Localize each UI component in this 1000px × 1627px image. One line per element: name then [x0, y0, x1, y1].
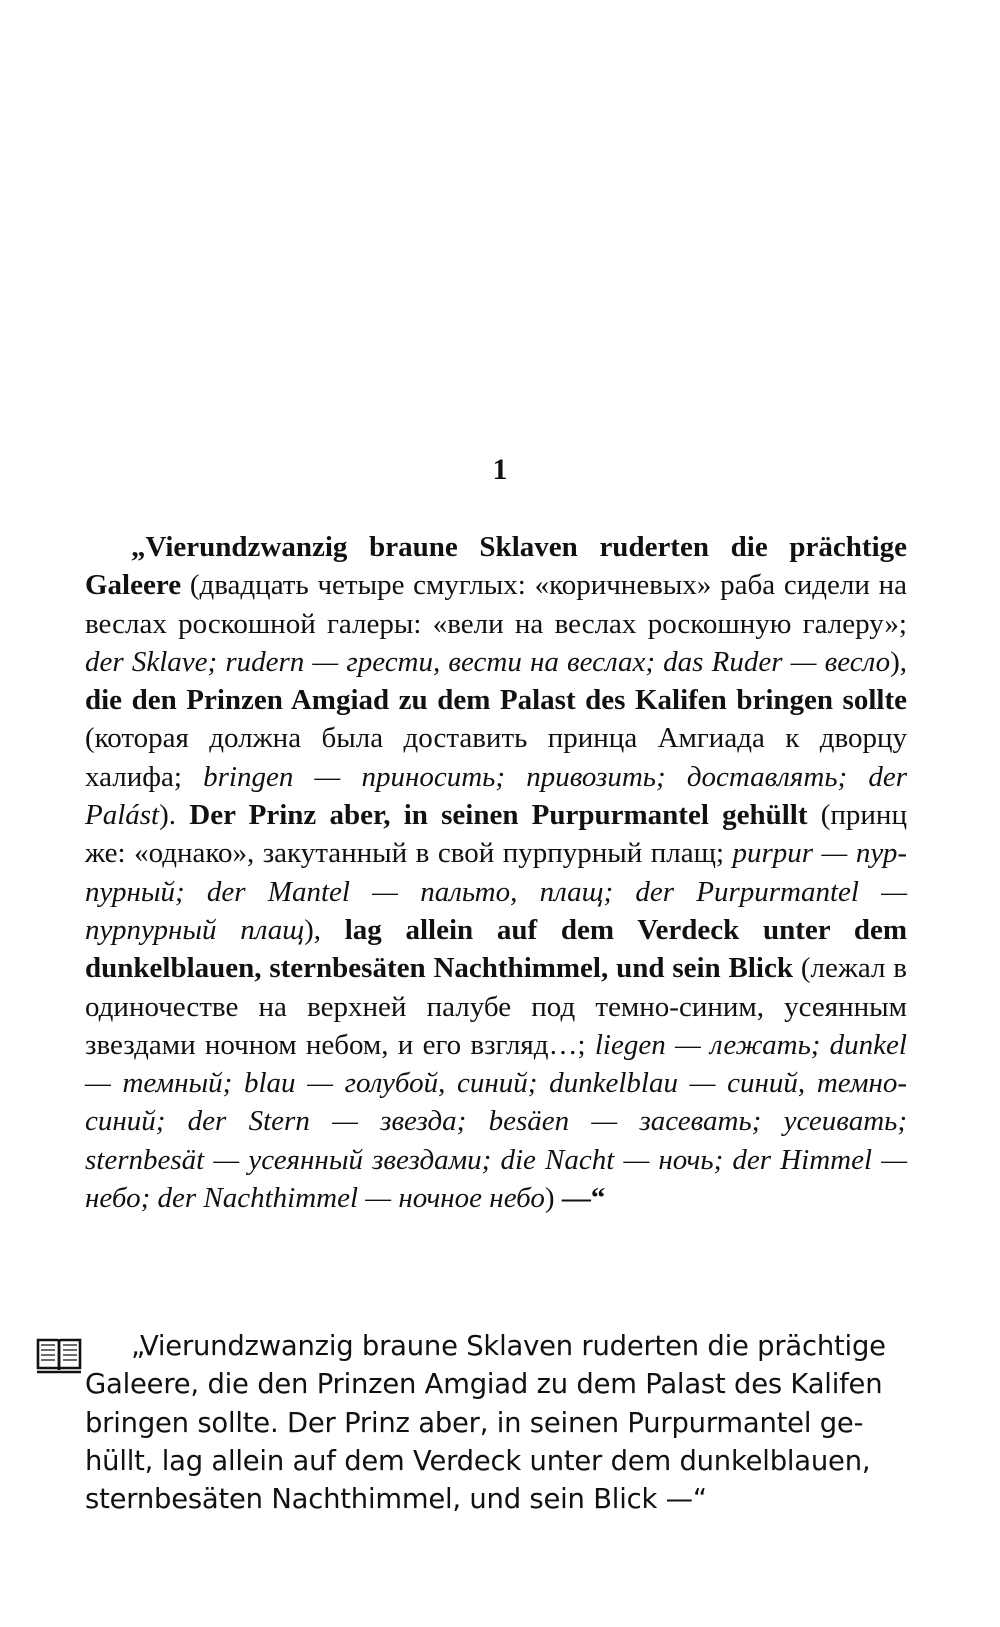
text-segment-vocabulary: bringen — приносить; привозить; доставлять; der Palást — [85, 760, 907, 832]
text-segment-punctuation: ), — [890, 645, 907, 678]
text-segment-punctuation: ). — [159, 799, 190, 832]
chapter-number: 1 — [492, 453, 508, 486]
text-segment-translation: (двадцать четыре смуглых: «коричневых» раба сидели на веслах роскошной галеры: «вели на веслах роскошную галеру»; — [85, 569, 907, 640]
text-segment-vocabulary: liegen — лежать; dunkel — темный; blau — голубой, синий; dunkelblau — синий, темно-синий; der Stern — звезда; besäen — засевать; усеивать; sternbesät — усеянный звездами; die Nacht — ночь; der Himmel — небо; der Nachthimmel — ночное небо — [85, 1028, 907, 1215]
text-segment-bold: die den Prinzen Amgiad zu dem Palast des Kalifen bringen sollte — [85, 684, 907, 717]
text-segment-translation: (принц же: «однако», закутанный в свой пурпурный плащ; — [85, 799, 907, 870]
text-segment-bold: Der Prinz aber, in seinen Purpurmantel gehüllt — [189, 799, 808, 832]
text-segment-bold: lag allein auf dem Verdeck unter dem dunkelblauen, sternbesäten Nachthimmel, und sein Blick — [85, 913, 907, 985]
text-segment-punctuation: ), — [304, 913, 345, 946]
plain-paragraph: „Vierundzwanzig braune Sklaven ruderten die prächtige Galeere, die den Prinzen Amgiad zu dem Palast des Kalifen bringen sollte. Der Prinz aber, in seinen Purpurmantel gehüllt, lag allein auf dem Verdeck unter dem dunkelblauen, sternbesäten Nachthimmel, und sein Blick —“ — [85, 1331, 886, 1516]
text-segment-bold: —“ — [561, 1182, 606, 1215]
text-segment-vocabulary: der Sklave; rudern — грести, вести на веслах; das Ruder — весло — [85, 645, 891, 678]
text-segment-vocabulary: purpur — пурпурный; der Mantel — пальто, плащ; der Purpurmantel — пурпурный плащ — [85, 837, 907, 946]
text-segment-punctuation: ) — [544, 1182, 562, 1215]
open-book-icon — [36, 1337, 82, 1375]
text-segment-bold: „Vierundzwanzig braune Sklaven ruderten die prächtige Galeere — [85, 531, 907, 602]
annotated-paragraph — [85, 528, 907, 1217]
text-segment-translation: (которая должна была доставить принца Амгиада к дворцу халифа; — [85, 722, 907, 793]
text-segment-translation: (лежал в одиночестве на верхней палубе под темно-синим, усеянным звездами ночном небом, и его взгляд…; — [85, 952, 907, 1061]
